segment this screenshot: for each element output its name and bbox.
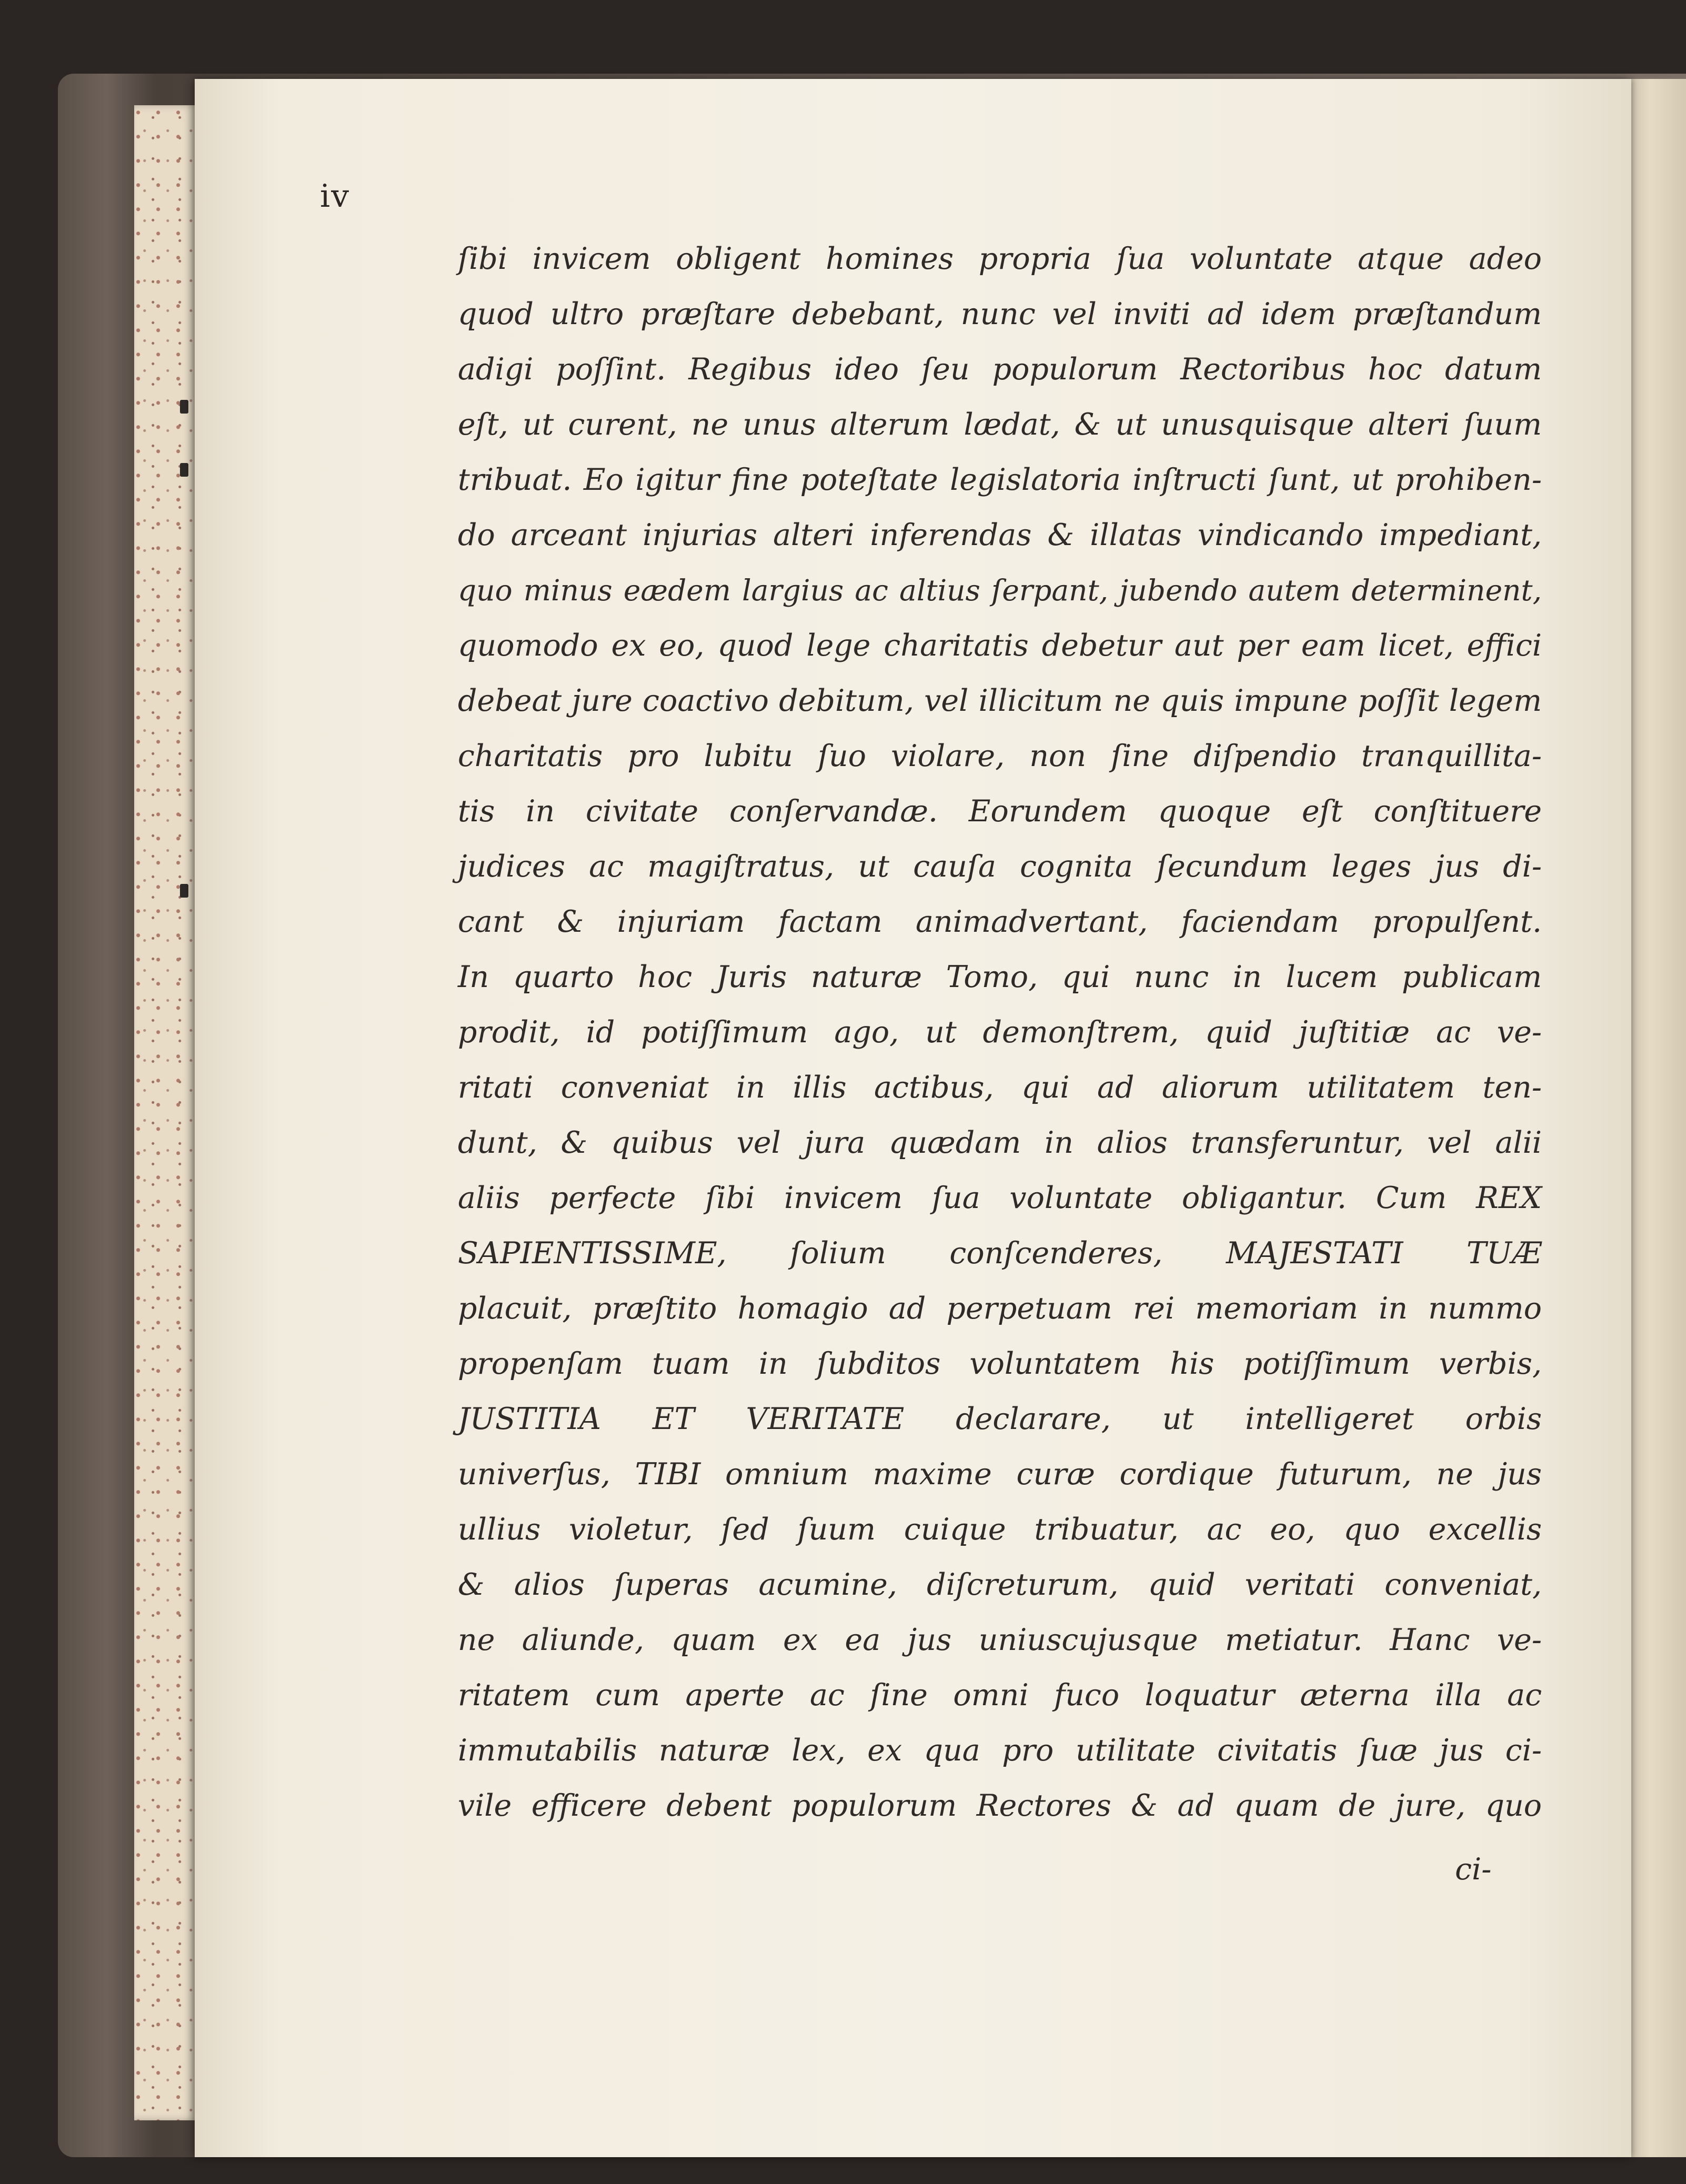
text-line: charitatis pro lubitu ſuo violare, non ſine diſpendio tranquillita- bbox=[458, 739, 1542, 773]
text-line: quod ultro præſtare debebant, nunc vel inviti ad idem præſtandum bbox=[458, 297, 1542, 331]
text-line: quomodo ex eo, quod lege charitatis debetur aut per eam licet, effici bbox=[458, 628, 1542, 663]
page-number: iv bbox=[320, 178, 350, 215]
text-line: ritati conveniat in illis actibus, qui ad aliorum utilitatem ten- bbox=[458, 1070, 1542, 1105]
text-line: tis in civitate conſervandæ. Eorundem quoque eſt conſtituere bbox=[458, 794, 1542, 829]
text-line: tribuat. Eo igitur fine poteſtate legislatoria inſtructi ſunt, ut prohiben- bbox=[458, 462, 1542, 497]
book-page bbox=[195, 79, 1631, 2157]
text-line: placuit, præſtito homagio ad perpetuam rei memoriam in nummo bbox=[458, 1291, 1542, 1326]
text-line: propenſam tuam in ſubditos voluntatem his potiſſimum verbis, bbox=[458, 1346, 1542, 1381]
page-edge-mark bbox=[180, 400, 188, 414]
text-line: judices ac magiſtratus, ut cauſa cognita ſecundum leges jus di- bbox=[458, 849, 1542, 884]
text-line: dunt, & quibus vel jura quædam in alios transferuntur, vel alii bbox=[458, 1125, 1542, 1160]
text-line: SAPIENTISSIME, ſolium conſcenderes, MAJESTATI TUÆ bbox=[458, 1236, 1542, 1271]
text-line: cant & injuriam factam animadvertant, faciendam propulſent. bbox=[458, 904, 1542, 939]
text-line: & alios ſuperas acumine, diſcreturum, quid veritati conveniat, bbox=[458, 1567, 1542, 1602]
text-line: immutabilis naturæ lex, ex qua pro utilitate civitatis ſuæ jus ci- bbox=[458, 1733, 1542, 1768]
text-line: debeat jure coactivo debitum, vel illicitum ne quis impune poſſit legem bbox=[458, 683, 1542, 718]
page-edge-mark bbox=[180, 463, 188, 477]
catchword: ci- bbox=[1455, 1852, 1492, 1887]
text-line: ne aliunde, quam ex ea jus uniuscujusque metiatur. Hanc ve- bbox=[458, 1623, 1542, 1657]
text-line: ullius violetur, ſed ſuum cuique tribuatur, ac eo, quo excellis bbox=[458, 1512, 1542, 1547]
text-line: JUSTITIA ET VERITATE declarare, ut intelligeret orbis bbox=[458, 1402, 1542, 1436]
text-line: eſt, ut curent, ne unus alterum lædat, & ut unusquisque alteri ſuum bbox=[458, 407, 1542, 442]
text-line: aliis perfecte ſibi invicem ſua voluntate obligantur. Cum REX bbox=[458, 1181, 1542, 1215]
text-line: ritatem cum aperte ac ſine omni fuco loquatur æterna illa ac bbox=[458, 1678, 1542, 1713]
text-line: quo minus eædem largius ac altius ſerpant, jubendo autem determinent, bbox=[458, 573, 1542, 607]
text-line: vile efficere debent populorum Rectores & ad quam de jure, quo bbox=[458, 1788, 1542, 1823]
text-line: prodit, id potiſſimum ago, ut demonſtrem, quid juſtitiæ ac ve- bbox=[458, 1015, 1542, 1050]
text-line: ſibi invicem obligent homines propria ſua voluntate atque adeo bbox=[458, 241, 1542, 276]
text-line: adigi poſſint. Regibus ideo ſeu populorum Rectoribus hoc datum bbox=[458, 352, 1542, 387]
text-line: In quarto hoc Juris naturæ Tomo, qui nunc in lucem publicam bbox=[458, 960, 1542, 994]
page-edge-mark bbox=[180, 884, 188, 898]
text-line: univerſus, TIBI omnium maxime curæ cordique futurum, ne jus bbox=[458, 1457, 1542, 1492]
text-line: do arceant injurias alteri inferendas & illatas vindicando impediant, bbox=[458, 518, 1542, 552]
next-leaf-edge bbox=[1626, 79, 1686, 2157]
